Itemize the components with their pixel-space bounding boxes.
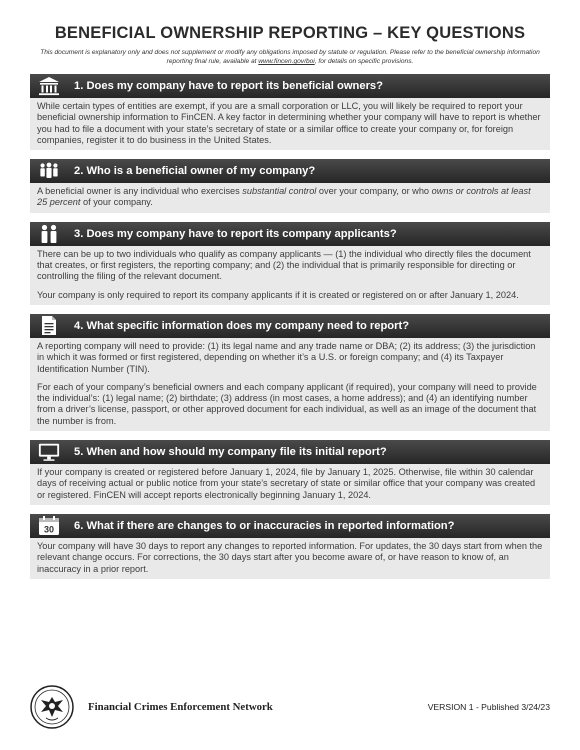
calendar-icon <box>38 515 60 537</box>
section-6-body <box>30 538 550 579</box>
section-3-paragraph-1: There can be up to two individuals who qualify as company applicants — (1) the individual who directly files the document that creates, or first registers, the reporting company; and (2) the individual that is primarily responsible for directing or controlling the filing of the relevant document. <box>37 248 531 282</box>
section-3-paragraph-2: Your company is only required to report its company applicants if it is created or registered on or after January 1, 2024. <box>37 289 519 300</box>
section-2-question: 2. Who is a beneficial owner of my company? <box>74 165 316 178</box>
section-2 <box>30 159 550 213</box>
section-6 <box>30 514 550 579</box>
section-2-header <box>30 159 550 183</box>
section-4-paragraph-1: A reporting company will need to provide: (1) its legal name and any trade name or DBA; (2) its address; (3) the jurisdiction in which it was formed or first registered, depending on whether it’s a U.S. or foreign company; and (4) its Taxpayer Identification Number (TIN). <box>37 340 536 374</box>
section-3-body <box>30 246 550 305</box>
section-6-paragraph: Your company will have 30 days to report any changes to reported information. For updates, the 30 days start from when the relevant change occurs. For corrections, the 30 days start after you become aware of, or have reason to know of, an inaccuracy in a prior report. <box>37 540 543 574</box>
section-4-body <box>30 338 550 431</box>
fincen-boi-link[interactable]: www.fincen.gov/boi <box>258 58 315 65</box>
organization-name: Financial Crimes Enforcement Network <box>88 701 273 713</box>
page-title: BENEFICIAL OWNERSHIP REPORTING – KEY QUESTIONS <box>54 24 526 42</box>
document-icon <box>38 315 60 337</box>
section-3 <box>30 222 550 305</box>
section-1-body <box>30 98 550 150</box>
calendar-number: 30 <box>43 524 55 535</box>
people-group-icon <box>38 160 60 182</box>
section-3-header <box>30 222 550 246</box>
building-icon <box>38 75 60 97</box>
section-1 <box>30 74 550 150</box>
section-1-header <box>30 74 550 98</box>
section-3-question: 3. Does my company have to report its company applicants? <box>74 227 397 240</box>
section-4 <box>30 314 550 431</box>
section-4-paragraph-2: For each of your company’s beneficial owners and each company applicant (if required), your company will need to provide the individual’s: (1) legal name; (2) birthdate; (3) address (in most cases, a home address); and (4) an identifying number from a driver’s license, passport, or other approved document for each individual, as well as an image of the document that the number is from. <box>37 381 537 426</box>
text-run: over your company, or who <box>316 186 432 197</box>
computer-icon <box>38 441 60 463</box>
disclaimer-text-end: , for details on specific provisions. <box>314 58 414 65</box>
disclaimer <box>30 48 550 66</box>
treasury-seal-icon <box>30 685 74 729</box>
emphasis-ownership-threshold: owns or controls at least 25 percent <box>37 186 531 208</box>
section-5-question: 5. When and how should my company file its initial report? <box>74 446 387 459</box>
text-run: of your company. <box>80 197 153 208</box>
disclaimer-text: This document is explanatory only and does not supplement or modify any obligations imposed by statute or regulation. Please refer to the beneficial ownership information reporting final rule, available at <box>40 49 540 65</box>
section-1-question: 1. Does my company have to report its beneficial owners? <box>74 80 383 92</box>
section-6-header <box>30 514 550 538</box>
two-people-icon <box>38 223 60 245</box>
section-4-header <box>30 314 550 338</box>
version-label: VERSION 1 - Published 3/24/23 <box>427 702 550 712</box>
section-5-header <box>30 440 550 464</box>
text-run: A beneficial owner is any individual who exercises <box>37 186 243 197</box>
section-5-body <box>30 464 550 505</box>
footer <box>30 682 550 732</box>
section-6-question: 6. What if there are changes to or inaccuracies in reported information? <box>74 519 455 532</box>
section-2-paragraph <box>37 186 543 209</box>
emphasis-substantial-control: substantial control <box>242 186 317 197</box>
section-1-paragraph: While certain types of entities are exempt, if you are a small corporation or LLC, you will likely be required to report your beneficial ownership information to FinCEN. A key factor in determining whether your company will have to report is whether you had to file a document with your state’s secretary of state or a similar office to create your company or, for foreign companies, register it to do business in the United States. <box>37 101 541 145</box>
section-5-paragraph: If your company is created or registered before January 1, 2024, file by January 1, 2025. Otherwise, file within 30 calendar days of receiving actual or public notice from your state’s secretary of state or similar office that your company was created or registered. FinCEN will accept reports electronically beginning January 1, 2024. <box>37 467 536 500</box>
section-2-body <box>30 183 550 213</box>
section-4-question: 4. What specific information does my company need to report? <box>74 319 410 332</box>
section-5 <box>30 440 550 505</box>
